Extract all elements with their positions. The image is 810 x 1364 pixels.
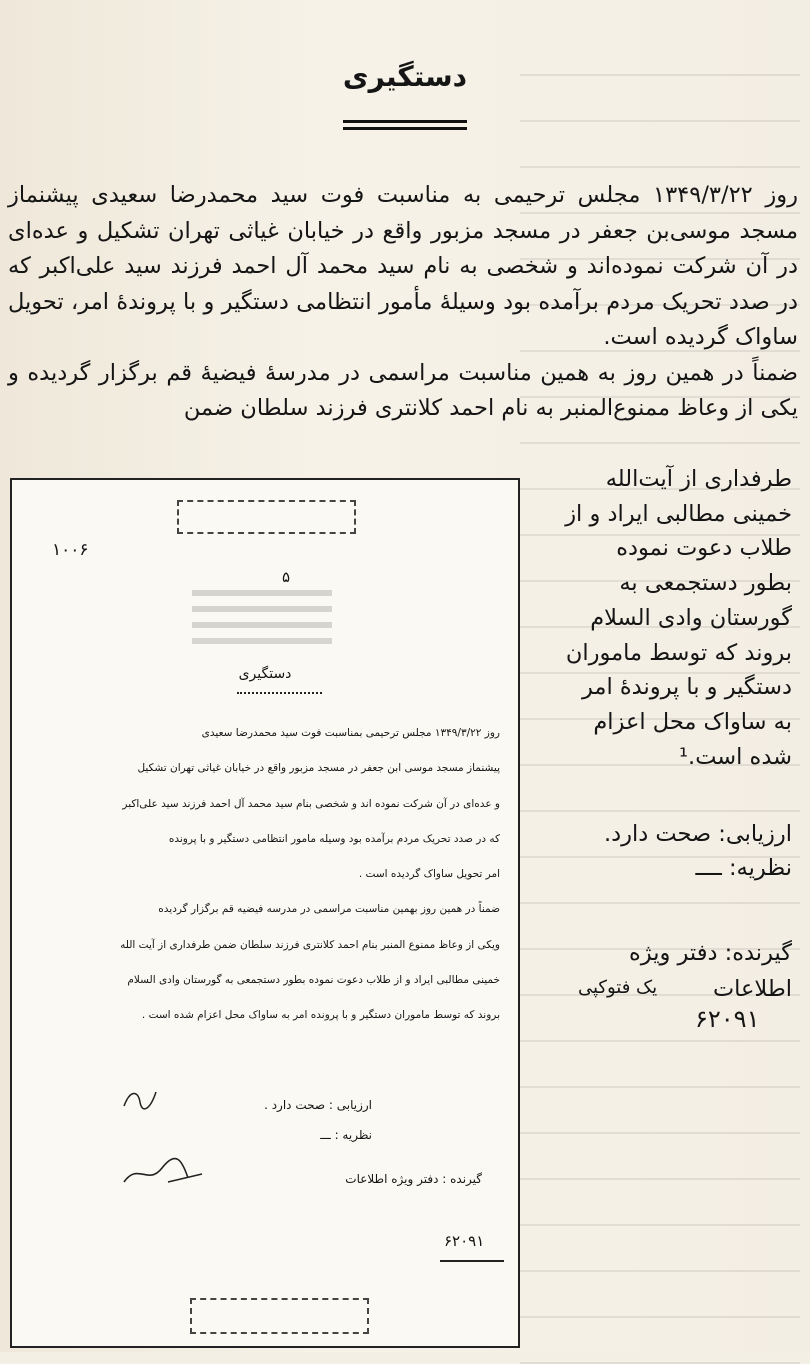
opinion-text: نظریه: ــــ — [695, 855, 792, 881]
scan-evaluation-text: ارزیابی : صحت دارد . — [264, 1098, 372, 1112]
evaluation-text: ارزیابی: صحت دارد. — [603, 821, 792, 847]
body-text — [8, 178, 798, 427]
scan-line: امر تحویل ساواک گردیده است . — [358, 868, 500, 881]
scan-evaluation — [212, 1090, 372, 1150]
scan-title-underline — [237, 692, 322, 694]
scan-line: روز ۱۳۴۹/۳/۲۲ مجلس ترحیمی بمناسبت فوت سید محمدرضا سعیدی — [201, 727, 500, 739]
stamp-top — [177, 500, 356, 534]
side-line: به ساواک محل اعزام — [593, 708, 792, 735]
scan-doc-number: ۱۰۰۶ — [52, 540, 89, 560]
scan-title: دستگیری — [238, 666, 292, 682]
side-line: طلاب دعوت نموده — [616, 535, 792, 562]
scan-line: ویکی از وعاظ ممنوع المنبر بنام احمد کلانتری فرزند سلطان ضمن طرفداری از آیت الله — [120, 938, 500, 951]
scan-body — [40, 716, 500, 1034]
scan-number: ۶۲۰۹۱ — [444, 1232, 485, 1250]
side-line: دستگیر و با پروندهٔ امر — [581, 674, 792, 701]
side-line: طرفداری از آیت‌الله — [605, 466, 792, 492]
stamp-bottom — [190, 1298, 369, 1334]
signature — [118, 1152, 208, 1192]
scan-page-mark: ۵ — [282, 568, 291, 586]
scan-number-underline — [440, 1260, 504, 1262]
title-underline — [343, 127, 467, 130]
scanned-document — [10, 478, 520, 1348]
side-line: بروند که توسط ماموران — [565, 639, 792, 666]
page-title: دستگیری — [342, 60, 468, 93]
scan-line: و عده‌ای در آن شرکت نموده اند و شخصی بنام سید محمد آل احمد فرزند سید علی‌اکبر — [122, 797, 500, 810]
scan-line: ضمناً در همین روز بهمین مناسبت مراسمی در مدرسه فیضیه قم برگزار گردیده — [158, 903, 500, 916]
title-underline — [343, 120, 467, 123]
copy-note: یک فتوکپی — [578, 977, 658, 998]
scan-line: پیشنماز مسجد موسی ابن جعفر در مسجد مزبور واقع در خیابان غیاثی تهران تشکیل — [137, 762, 500, 775]
side-column-text — [530, 462, 792, 774]
paragraph: روز ۱۳۴۹/۳/۲۲ مجلس ترحیمی به مناسبت فوت سید محمدرضا سعیدی پیشنماز مسجد موسی‌بن جعفر در مسجد مزبور واقع در خیابان غیاثی تهران تشکیل و عده‌ای در آن شرکت نموده‌اند و شخصی به نام سید محمد آل احمد فرزند سید علی‌اکبر که در صدد تحریک مردم برآمده بود وسیلهٔ مأمور انتظامی دستگیر و با پروندهٔ امر، تحویل ساواک گردیده است. — [8, 182, 798, 350]
side-line: شده است.¹ — [679, 743, 792, 770]
scan-opinion-text: نظریه : ـــ — [320, 1128, 372, 1142]
recipient-text: گیرنده: دفتر ویژه اطلاعات — [629, 940, 792, 1002]
paragraph: ضمناً در همین روز به همین مناسبت مراسمی در مدرسهٔ فیضیهٔ قم برگزار گردیده و یکی از وعاظ ممنوع‌المنبر به نام احمد کلانتری فرزند سلطان ضمن — [8, 359, 798, 421]
side-line: گورستان وادی السلام — [590, 604, 792, 631]
evaluation-block — [600, 817, 792, 885]
scan-recipient: گیرنده : دفتر ویژه اطلاعات — [345, 1172, 482, 1186]
reference-number: ۶۲۰۹۱ — [695, 1005, 760, 1033]
side-line: خمینی مطالبی ایراد و از — [565, 500, 792, 527]
scan-line: بروند که توسط ماموران دستگیر و با پرونده امر به ساواک محل اعزام شده است . — [141, 1009, 500, 1022]
handwritten-mark — [120, 1084, 160, 1114]
scan-line: که در صدد تحریک مردم برآمده بود وسیله مامور انتظامی دستگیر و با پرونده — [168, 832, 500, 845]
faint-handwriting — [192, 590, 332, 660]
side-line: بطور دستجمعی به — [619, 570, 792, 597]
scan-line: خمینی مطالبی ایراد و از طلاب دعوت نموده بطور دستجمعی به گورستان وادی السلام — [127, 974, 500, 987]
